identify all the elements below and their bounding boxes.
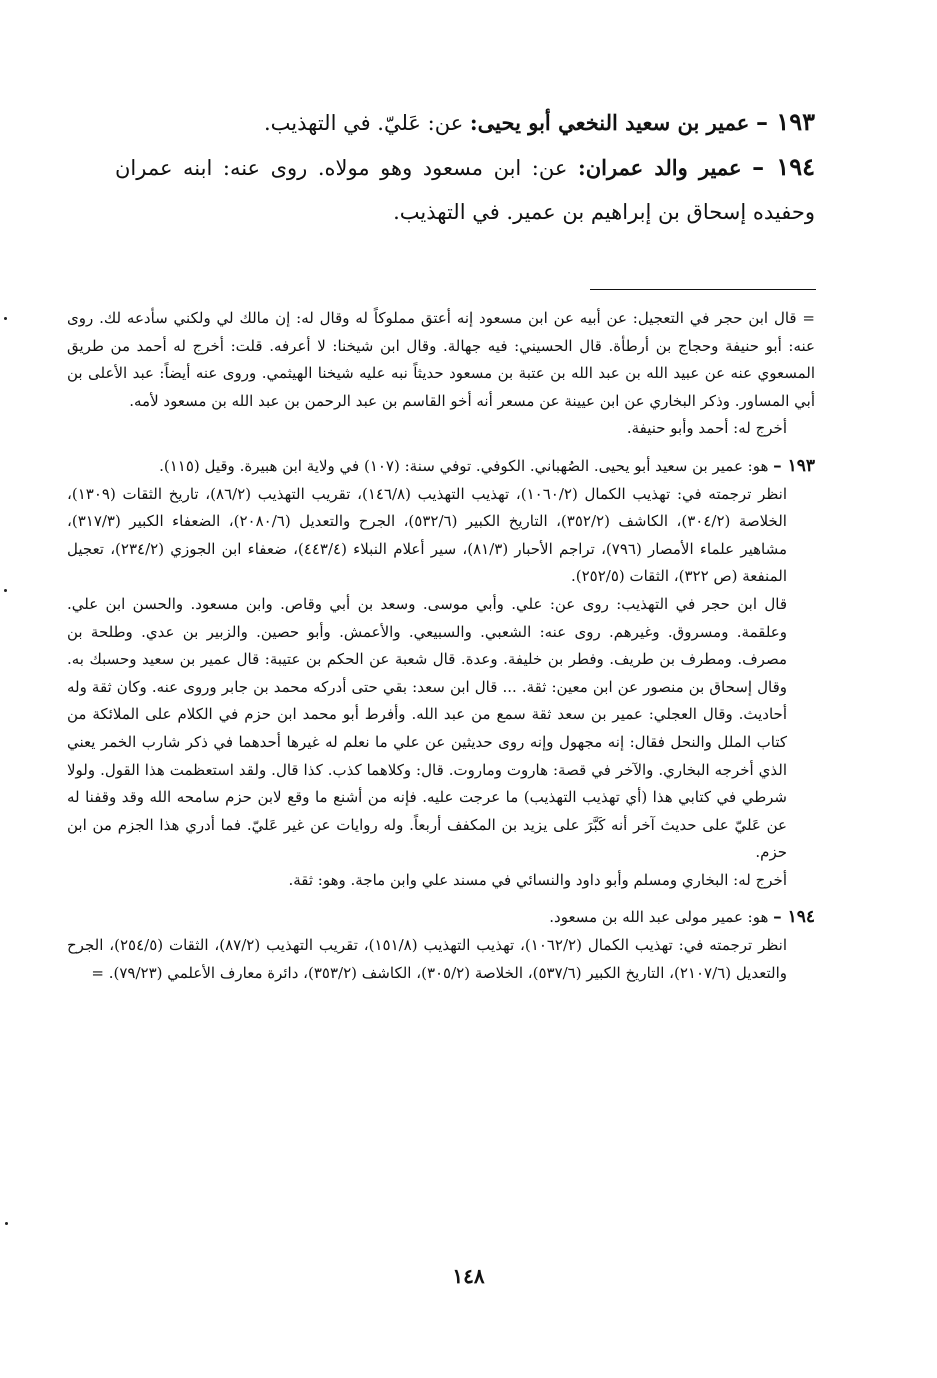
- page-number: ١٤٨: [452, 1264, 485, 1288]
- scan-mark: [5, 1222, 8, 1225]
- main-text: [115, 100, 815, 234]
- footnote-refs: انظر ترجمته في: تهذيب الكمال (١٠٦٠/٢)، تهذيب التهذيب (١٤٦/٨)، تقريب التهذيب (٨٦/٢)، تاريخ الثقات (١٣٠٩)، الخلاصة (٣٠٤/٢)، الكاشف (٣٥٢/٢)، التاريخ الكبير (٥٣٢/٦)، الجرح والتعديل (٢٠٨٠/٦)، الضعفاء الكبير (٣١٧/٣)، مشاهير علماء الأمصار (٧٩٦)، تراجم الأحبار (٨١/٣)، سير أعلام النبلاء (٤٤٣/٤)، ضعفاء ابن الجوزي (٢٣٤/٢)، تعجيل المنفعة (ص ٣٢٢)، الثقات (٢٥٢/٥).: [67, 484, 788, 586]
- entry-194: [115, 145, 815, 234]
- entry-number: ١٩٣ –: [755, 107, 815, 136]
- footnote-takhrij: أخرج له: أحمد وأبو حنيفة.: [626, 419, 787, 438]
- footnote-number: ١٩٤ –: [773, 907, 815, 928]
- scan-mark: [4, 317, 7, 320]
- footnote-text: هو: عمير مولى عبد الله بن مسعود.: [549, 908, 774, 927]
- footnote-text: هو: عمير بن سعيد أبو يحيى. الصُهباني. الكوفي. توفي سنة: (١٠٧) في ولاية ابن هبيرة. وقيل (١١٥).: [159, 456, 774, 475]
- footnote-quote: قال ابن حجر في التهذيب: روى عن: علي. وأبي موسى. وسعد بن أبي وقاص. وابن مسعود. والحسن ابن علي. وعلقمة. ومسروق. وغيرهم. روى عنه: الشعبي. والسبيعي. والأعمش. وأبو حصين. والزبير بن عدي. وطلحة بن مصرف. ومطرف بن طريف. وفطر بن خليفة. وعدة. قال شعبة عن الحكم بن عتيبة: قال عمير بن سعيد وحسبك به. وقال إسحاق بن منصور عن ابن معين: ثقة. ... قال ابن سعد: بقي حتى أدركه محمد بن جابر وروى عنه. وكان ثقة وله أحاديث. وقال العجلي: عمير بن سعد ثقة سمع من عبد الله. وأفرط أبو محمد ابن حزم في الكلام على الملائكة من كتاب الملل والنحل فقال: إنه مجهول وإنه روى حديثين عن علي ما نعلم له غيرها أحدهما في ذكر شارب الخمر يعني الذي أخرجه البخاري. والآخر في قصة: هاروت وماروت. قال: وكلاهما كذب. كذا قال. ولقد استعظمت هذا القول. ولولا شرطي في كتابي هذا (أي تهذيب التهذيب) ما عرجت عليه. فإنه من أشنع ما وقع لابن حزم سامحه الله وقد وقفنا له عن عَليّ على حديث آخر أنه كَبَّرَ على يزيد بن المكفف أربعاً. وله روايات عن غير عَليّ. فما أدري هذا الجزم من ابن حزم.: [67, 594, 787, 862]
- scan-mark: [4, 589, 7, 592]
- entry-text: عن: عَليّ. في التهذيب.: [264, 111, 470, 135]
- footnotes: [67, 305, 815, 987]
- footnote-number: ١٩٣ –: [773, 455, 815, 476]
- footnote-refs: انظر ترجمته في: تهذيب الكمال (١٠٦٢/٢)، تهذيب التهذيب (١٥١/٨)، تقريب التهذيب (٨٧/٢)، الثقات (٢٥٤/٥)، الجرح والتعديل (٢١٠٧/٦)، التاريخ الكبير (٥٣٧/٦)، الخلاصة (٣٠٥/٢)، الكاشف (٣٥٣/٢)، دائرة معارف الأعلمي (٧٩/٢٣). =: [67, 936, 788, 982]
- footnote-continuation: = قال ابن حجر في التعجيل: عن أبيه عن ابن مسعود إنه أعتق مملوكاً له وقال له: إن مالك لي ولكني سأدعه لك. روى عنه: أبو حنيفة وحجاج بن أرطأة. قال الحسيني: فيه جهالة. وقال ابن شيخنا: لا أعرفه. قلت: أخرج له أحمد من طريق المسعوي عنه عن عبيد الله بن عبد الله بن عتبة بن مسعود حديثاً نبه عليه شيخنا الهيثمي. وروى عنه أيضاً: عبد الأعلى بن أبي المساور. وذكر البخاري عن ابن عيينة عن مسعر أنه أخو القاسم بن عبد الرحمن بن عبد الله بن مسعود لأمه.: [67, 309, 815, 410]
- footnote-193: [67, 453, 815, 481]
- footnote-takhrij: أخرج له: البخاري ومسلم وأبو داود والنسائي في مسند علي وابن ماجة. وهو: ثقة.: [288, 870, 787, 889]
- entry-name: عمير بن سعيد النخعي أبو يحيى:: [469, 110, 750, 135]
- entry-193: [115, 100, 815, 145]
- entry-number: ١٩٤ –: [752, 152, 815, 181]
- entry-name: عمير والد عمران:: [577, 155, 742, 180]
- entry-text: عن: ابن مسعود وهو مولاه. روى عنه: ابنه عمران وحفيده إسحاق بن إبراهيم بن عمير. في التهذيب.: [115, 156, 815, 224]
- footnote-separator: [590, 289, 816, 290]
- footnote-194: [67, 904, 815, 932]
